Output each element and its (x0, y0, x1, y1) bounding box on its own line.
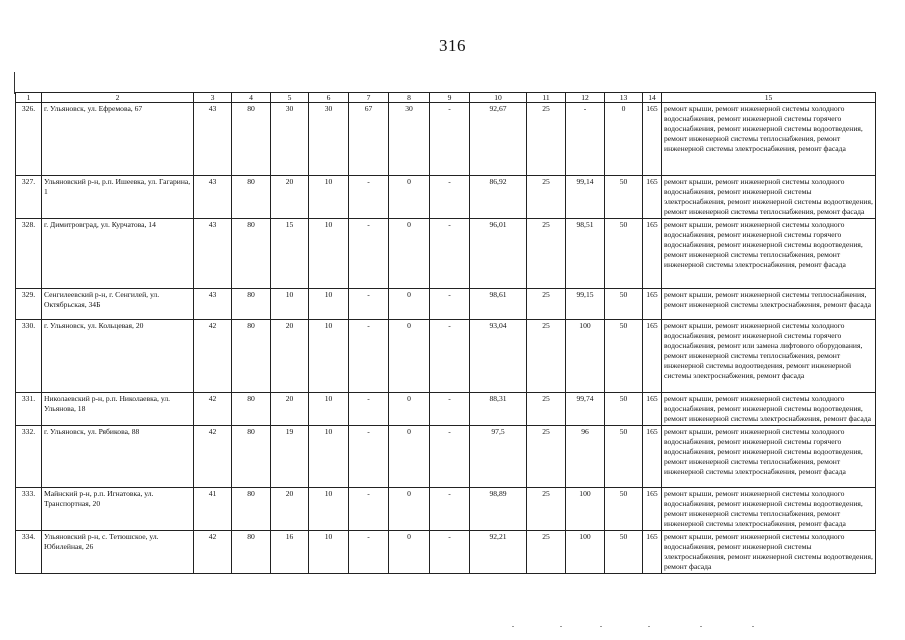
col-6-cell: 10 (309, 320, 349, 393)
address-cell: Николаевский р-н, р.п. Николаевка, ул. Ульянова, 18 (42, 393, 194, 426)
col-10-cell: 92,21 (470, 531, 527, 574)
col-7-cell: - (349, 219, 389, 289)
col-12-cell: 100 (566, 488, 605, 531)
column-header-2: 2 (42, 93, 194, 103)
col-11-cell: 25 (527, 531, 566, 574)
col-12-cell: 100 (566, 531, 605, 574)
address-cell: г. Димитровград, ул. Курчатова, 14 (42, 219, 194, 289)
col-8-cell: 0 (389, 219, 430, 289)
col-11-cell: 25 (527, 393, 566, 426)
address-cell: Сенгилеевский р-н, г. Сенгилей, ул. Октябрьская, 34Б (42, 289, 194, 320)
col-5-cell: 20 (271, 393, 309, 426)
col-7-cell: - (349, 393, 389, 426)
col-12-cell: 99,74 (566, 393, 605, 426)
column-header-5: 5 (271, 93, 309, 103)
col-14-cell: 165 (643, 103, 662, 176)
column-header-6: 6 (309, 93, 349, 103)
col-6-cell: 10 (309, 289, 349, 320)
row-number-cell: 331. (16, 393, 42, 426)
col-6-cell: 10 (309, 426, 349, 488)
col-10-cell: 86,92 (470, 176, 527, 219)
works-list-cell: ремонт крыши, ремонт инженерной системы холодного водоснабжения, ремонт инженерной системы водоотведения, ремонт инженерной системы электроснабжения, ремонт фасада (662, 393, 876, 426)
col-4-cell: 80 (232, 426, 271, 488)
col-13-cell: 50 (605, 320, 643, 393)
address-cell: г. Ульяновск, ул. Рябикова, 88 (42, 426, 194, 488)
col-6-cell: 10 (309, 219, 349, 289)
page-number: 316 (439, 36, 466, 55)
col-5-cell: 16 (271, 531, 309, 574)
col-3-cell: 43 (194, 103, 232, 176)
table-row (16, 426, 876, 488)
address-cell: Ульяновский р-н, с. Тетюшское, ул. Юбилейная, 26 (42, 531, 194, 574)
col-7-cell: - (349, 176, 389, 219)
col-9-cell: - (430, 531, 470, 574)
works-list-cell: ремонт крыши, ремонт инженерной системы теплоснабжения, ремонт инженерной системы электроснабжения, ремонт фасада (662, 289, 876, 320)
column-header-1: 1 (16, 93, 42, 103)
col-9-cell: - (430, 488, 470, 531)
works-list-cell: ремонт крыши, ремонт инженерной системы холодного водоснабжения, ремонт инженерной системы горячего водоснабжения, ремонт или замена лифтового оборудования, ремонт инженерной системы теплоснабжения, ремонт инженерной системы водоотведения, ремонт инженерной системы электроснабжения, ремонт фасада (662, 320, 876, 393)
column-header-15: 15 (662, 93, 876, 103)
col-13-cell: 50 (605, 426, 643, 488)
col-6-cell: 10 (309, 176, 349, 219)
column-header-10: 10 (470, 93, 527, 103)
works-list-cell: ремонт крыши, ремонт инженерной системы холодного водоснабжения, ремонт инженерной системы горячего водоснабжения, ремонт инженерной системы водоотведения, ремонт инженерной системы теплоснабжения, ремонт инженерной системы электроснабжения, ремонт фасада (662, 103, 876, 176)
column-header-12: 12 (566, 93, 605, 103)
column-header-9: 9 (430, 93, 470, 103)
col-11-cell: 25 (527, 103, 566, 176)
row-number-cell: 330. (16, 320, 42, 393)
col-7-cell: - (349, 531, 389, 574)
col-12-cell: 96 (566, 426, 605, 488)
col-14-cell: 165 (643, 531, 662, 574)
col-10-cell: 97,5 (470, 426, 527, 488)
address-cell: г. Ульяновск, ул. Ефремова, 67 (42, 103, 194, 176)
col-12-cell: 100 (566, 320, 605, 393)
address-cell: Ульяновский р-н, р.п. Ишеевка, ул. Гагарина, 1 (42, 176, 194, 219)
table-header-row (16, 93, 876, 103)
col-13-cell: 50 (605, 219, 643, 289)
table-row (16, 393, 876, 426)
row-number-cell: 328. (16, 219, 42, 289)
col-8-cell: 0 (389, 320, 430, 393)
col-4-cell: 80 (232, 488, 271, 531)
row-number-cell: 326. (16, 103, 42, 176)
col-8-cell: 0 (389, 488, 430, 531)
col-5-cell: 19 (271, 426, 309, 488)
col-12-cell: - (566, 103, 605, 176)
col-13-cell: 50 (605, 488, 643, 531)
col-13-cell: 50 (605, 531, 643, 574)
table-row (16, 488, 876, 531)
col-13-cell: 50 (605, 176, 643, 219)
col-14-cell: 165 (643, 176, 662, 219)
col-9-cell: - (430, 176, 470, 219)
col-13-cell: 50 (605, 289, 643, 320)
col-8-cell: 0 (389, 393, 430, 426)
col-3-cell: 43 (194, 289, 232, 320)
col-8-cell: 30 (389, 103, 430, 176)
col-7-cell: - (349, 289, 389, 320)
col-8-cell: 0 (389, 176, 430, 219)
table-row (16, 320, 876, 393)
col-7-cell: - (349, 320, 389, 393)
col-5-cell: 20 (271, 176, 309, 219)
col-6-cell: 10 (309, 531, 349, 574)
col-7-cell: - (349, 426, 389, 488)
col-4-cell: 80 (232, 103, 271, 176)
col-11-cell: 25 (527, 219, 566, 289)
table-row (16, 219, 876, 289)
row-number-cell: 334. (16, 531, 42, 574)
col-9-cell: - (430, 289, 470, 320)
table-row (16, 289, 876, 320)
works-list-cell: ремонт крыши, ремонт инженерной системы холодного водоснабжения, ремонт инженерной системы горячего водоснабжения, ремонт инженерной системы водоотведения, ремонт инженерной системы теплоснабжения, ремонт инженерной системы электроснабжения, ремонт фасада (662, 426, 876, 488)
col-11-cell: 25 (527, 488, 566, 531)
col-10-cell: 92,67 (470, 103, 527, 176)
col-14-cell: 165 (643, 426, 662, 488)
col-3-cell: 43 (194, 176, 232, 219)
col-14-cell: 165 (643, 488, 662, 531)
col-13-cell: 50 (605, 393, 643, 426)
row-number-cell: 333. (16, 488, 42, 531)
margin-mark (14, 72, 15, 94)
column-header-11: 11 (527, 93, 566, 103)
works-list-cell: ремонт крыши, ремонт инженерной системы холодного водоснабжения, ремонт инженерной системы электроснабжения, ремонт инженерной системы водоотведения, ремонт инженерной системы теплоснабжения, ремонт фасада (662, 176, 876, 219)
col-4-cell: 80 (232, 219, 271, 289)
col-8-cell: 0 (389, 289, 430, 320)
column-header-3: 3 (194, 93, 232, 103)
col-4-cell: 80 (232, 289, 271, 320)
col-3-cell: 42 (194, 531, 232, 574)
table-row (16, 176, 876, 219)
col-3-cell: 42 (194, 426, 232, 488)
col-12-cell: 99,14 (566, 176, 605, 219)
column-header-7: 7 (349, 93, 389, 103)
col-3-cell: 42 (194, 320, 232, 393)
col-12-cell: 99,15 (566, 289, 605, 320)
row-number-cell: 329. (16, 289, 42, 320)
col-7-cell: - (349, 488, 389, 531)
col-3-cell: 42 (194, 393, 232, 426)
column-header-8: 8 (389, 93, 430, 103)
col-10-cell: 98,89 (470, 488, 527, 531)
col-3-cell: 43 (194, 219, 232, 289)
col-10-cell: 88,31 (470, 393, 527, 426)
col-3-cell: 41 (194, 488, 232, 531)
col-13-cell: 0 (605, 103, 643, 176)
works-list-cell: ремонт крыши, ремонт инженерной системы холодного водоснабжения, ремонт инженерной системы электроснабжения, ремонт инженерной системы водоотведения, ремонт фасада (662, 531, 876, 574)
col-5-cell: 30 (271, 103, 309, 176)
scan-noise (0, 626, 905, 636)
table-row (16, 531, 876, 574)
col-9-cell: - (430, 103, 470, 176)
col-8-cell: 0 (389, 426, 430, 488)
col-9-cell: - (430, 426, 470, 488)
col-10-cell: 96,01 (470, 219, 527, 289)
repair-register-table (15, 92, 876, 574)
col-5-cell: 20 (271, 488, 309, 531)
col-10-cell: 93,04 (470, 320, 527, 393)
col-7-cell: 67 (349, 103, 389, 176)
col-9-cell: - (430, 320, 470, 393)
row-number-cell: 327. (16, 176, 42, 219)
col-14-cell: 165 (643, 393, 662, 426)
column-header-14: 14 (643, 93, 662, 103)
col-5-cell: 20 (271, 320, 309, 393)
col-6-cell: 10 (309, 393, 349, 426)
column-header-13: 13 (605, 93, 643, 103)
address-cell: Майнский р-н, р.п. Игнатовка, ул. Транспортная, 20 (42, 488, 194, 531)
col-6-cell: 30 (309, 103, 349, 176)
col-11-cell: 25 (527, 176, 566, 219)
col-4-cell: 80 (232, 176, 271, 219)
table-row (16, 103, 876, 176)
col-4-cell: 80 (232, 531, 271, 574)
works-list-cell: ремонт крыши, ремонт инженерной системы холодного водоснабжения, ремонт инженерной системы горячего водоснабжения, ремонт инженерной системы водоотведения, ремонт инженерной системы теплоснабжения, ремонт инженерной системы электроснабжения, ремонт фасада (662, 219, 876, 289)
col-9-cell: - (430, 219, 470, 289)
col-14-cell: 165 (643, 289, 662, 320)
column-header-4: 4 (232, 93, 271, 103)
row-number-cell: 332. (16, 426, 42, 488)
col-5-cell: 15 (271, 219, 309, 289)
col-5-cell: 10 (271, 289, 309, 320)
works-list-cell: ремонт крыши, ремонт инженерной системы холодного водоснабжения, ремонт инженерной системы водоотведения, ремонт инженерной системы теплоснабжения, ремонт инженерной системы электроснабжения, ремонт фасада (662, 488, 876, 531)
col-14-cell: 165 (643, 219, 662, 289)
address-cell: г. Ульяновск, ул. Кольцевая, 20 (42, 320, 194, 393)
col-12-cell: 98,51 (566, 219, 605, 289)
col-11-cell: 25 (527, 320, 566, 393)
col-6-cell: 10 (309, 488, 349, 531)
col-10-cell: 98,61 (470, 289, 527, 320)
col-14-cell: 165 (643, 320, 662, 393)
col-8-cell: 0 (389, 531, 430, 574)
col-11-cell: 25 (527, 426, 566, 488)
col-9-cell: - (430, 393, 470, 426)
col-4-cell: 80 (232, 393, 271, 426)
col-11-cell: 25 (527, 289, 566, 320)
col-4-cell: 80 (232, 320, 271, 393)
